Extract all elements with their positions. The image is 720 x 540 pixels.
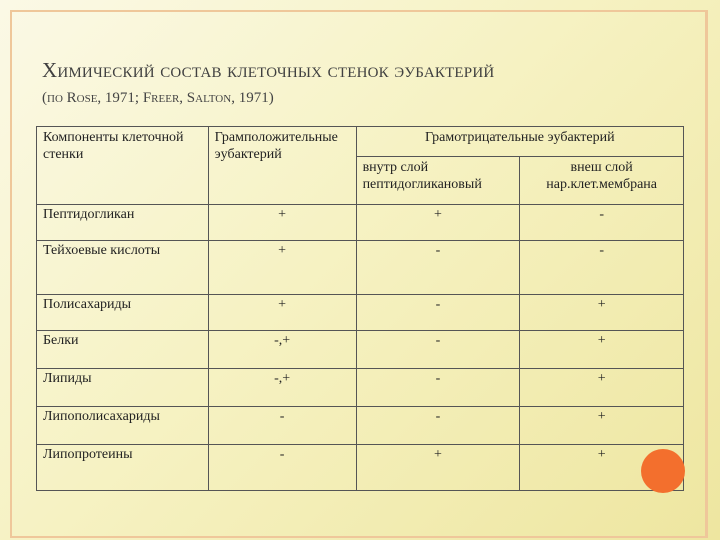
outer-layer-value: + — [520, 369, 684, 407]
decorative-circle — [641, 449, 685, 493]
inner-layer-value: - — [356, 295, 520, 331]
header-components: Компоненты клеточной стенки — [37, 127, 209, 205]
gram-positive-value: - — [208, 445, 356, 491]
gram-positive-value: -,+ — [208, 369, 356, 407]
table-row — [37, 445, 684, 491]
inner-layer-value: - — [356, 407, 520, 445]
slide-subtitle: (по Rose, 1971; Freer, Salton, 1971) — [42, 90, 274, 106]
inner-layer-value: - — [356, 369, 520, 407]
inner-layer-value: + — [356, 445, 520, 491]
inner-layer-value: - — [356, 241, 520, 295]
outer-layer-value: + — [520, 331, 684, 369]
header-gram-positive: Грамположительные эубактерий — [208, 127, 356, 205]
table-row — [37, 295, 684, 331]
gram-positive-value: + — [208, 241, 356, 295]
table-row — [37, 369, 684, 407]
outer-layer-value: + — [520, 295, 684, 331]
gram-positive-value: -,+ — [208, 331, 356, 369]
component-name: Белки — [37, 331, 209, 369]
outer-layer-value: + — [520, 445, 684, 491]
component-name: Тейхоевые кислоты — [37, 241, 209, 295]
outer-layer-value: + — [520, 407, 684, 445]
inner-layer-value: - — [356, 331, 520, 369]
gram-positive-value: + — [208, 295, 356, 331]
component-name: Пептидогликан — [37, 205, 209, 241]
outer-layer-value: - — [520, 205, 684, 241]
table-row — [37, 331, 684, 369]
composition-table — [36, 126, 684, 491]
inner-layer-value: + — [356, 205, 520, 241]
component-name: Полисахариды — [37, 295, 209, 331]
header-gram-negative: Грамотрицательные эубактерий — [356, 127, 683, 157]
slide-title: Химический состав клеточных стенок эубактерий — [42, 58, 495, 82]
table-row — [37, 205, 684, 241]
outer-layer-value: - — [520, 241, 684, 295]
component-name: Липопротеины — [37, 445, 209, 491]
table-row — [37, 241, 684, 295]
gram-positive-value: + — [208, 205, 356, 241]
header-outer-layer: внеш слой нар.клет.мембрана — [520, 157, 684, 205]
table-row — [37, 407, 684, 445]
gram-positive-value: - — [208, 407, 356, 445]
component-name: Липополисахариды — [37, 407, 209, 445]
component-name: Липиды — [37, 369, 209, 407]
header-inner-layer: внутр слой пептидогликановый — [356, 157, 520, 205]
